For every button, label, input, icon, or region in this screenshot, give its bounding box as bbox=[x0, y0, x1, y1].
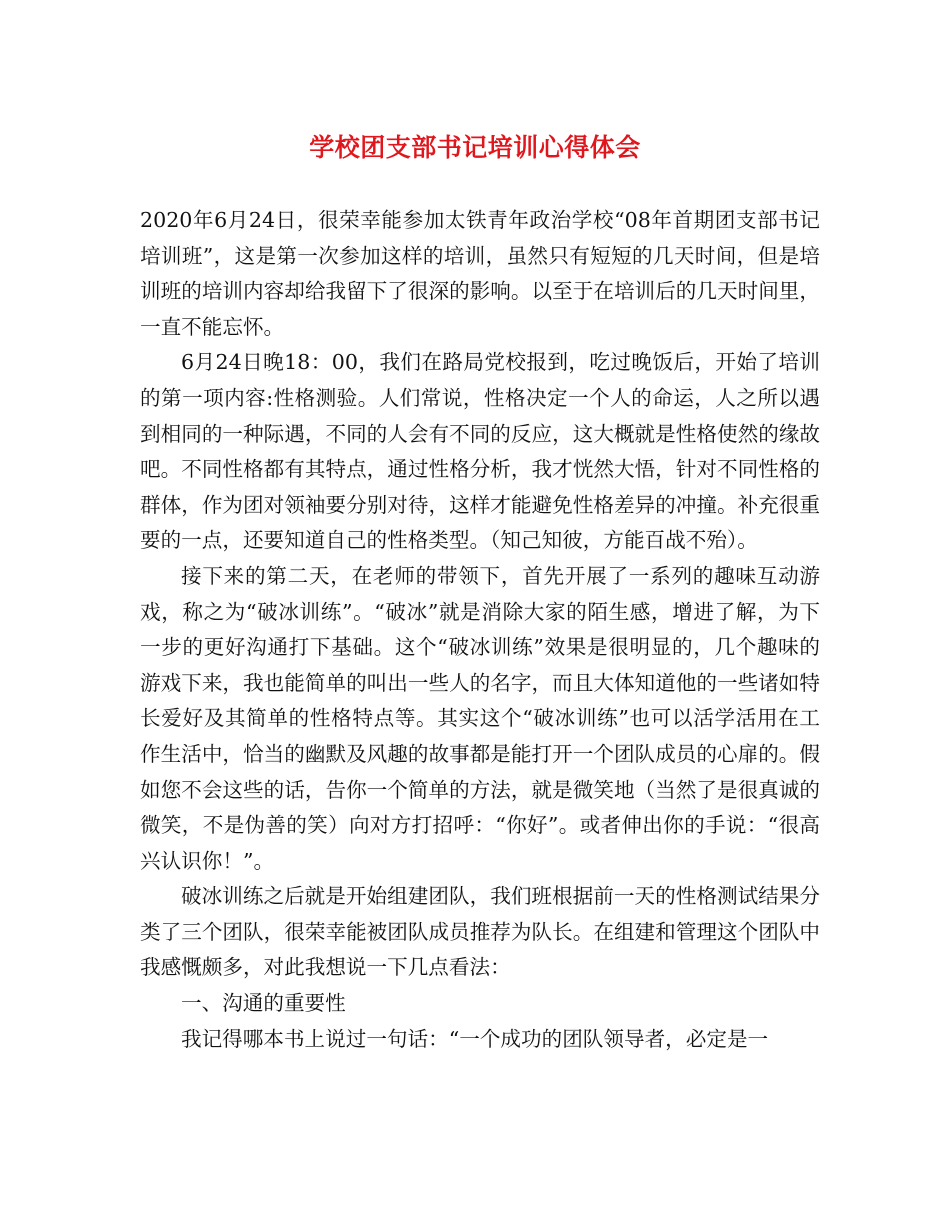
paragraph-2: 6月24日晚18：00，我们在路局党校报到，吃过晚饭后，开始了培训的第一项内容:性格测验。人们常说，性格决定一个人的命运，人之所以遇到相同的一种际遇，不同的人会有不同的反应，这大概就是性格使然的缘故吧。不同性格都有其特点，通过性格分析，我才恍然大悟，针对不同性格的群体，作为团对领袖要分别对待，这样才能避免性格差异的冲撞。补充很重要的一点，还要知道自己的性格类型。（知己知彼，方能百战不殆）。 bbox=[140, 350, 820, 553]
document-title: 学校团支部书记培训心得体会 bbox=[309, 133, 641, 162]
paragraph-5: 我记得哪本书上说过一句话：“一个成功的团队领导者，必定是一 bbox=[181, 1026, 769, 1051]
section-heading: 一、沟通的重要性 bbox=[181, 991, 346, 1016]
paragraph-1: 2020年6月24日，很荣幸能参加太铁青年政治学校“08年首期团支部书记培训班”，这是第一次参加这样的培训，虽然只有短短的几天时间，但是培训班的培训内容却给我留下了很深的影响。以至于在培训后的几天时间里，一直不能忘怀。 bbox=[140, 208, 820, 339]
paragraph-3: 接下来的第二天，在老师的带领下，首先开展了一系列的趣味互动游戏，称之为“破冰训练”。“破冰”就是消除大家的陌生感，增进了解，为下一步的更好沟通打下基础。这个“破冰训练”效果是很明显的，几个趣味的游戏下来，我也能简单的叫出一些人的名字，而且大体知道他的一些诸如特长爱好及其简单的性格特点等。其实这个“破冰训练”也可以活学活用在工作生活中，恰当的幽默及风趣的故事都是能打开一个团队成员的心扉的。假如您不会这些的话，告你一个简单的方法，就是微笑地（当然了是很真诚的微笑，不是伪善的笑）向对方打招呼：“你好”。或者伸出你的手说：“很高兴认识你！”。 bbox=[140, 563, 821, 873]
document-body bbox=[140, 203, 820, 1057]
paragraph-4: 破冰训练之后就是开始组建团队，我们班根据前一天的性格测试结果分类了三个团队，很荣幸能被团队成员推荐为队长。在组建和管理这个团队中我感慨颇多，对此我想说一下几点看法： bbox=[140, 884, 820, 980]
